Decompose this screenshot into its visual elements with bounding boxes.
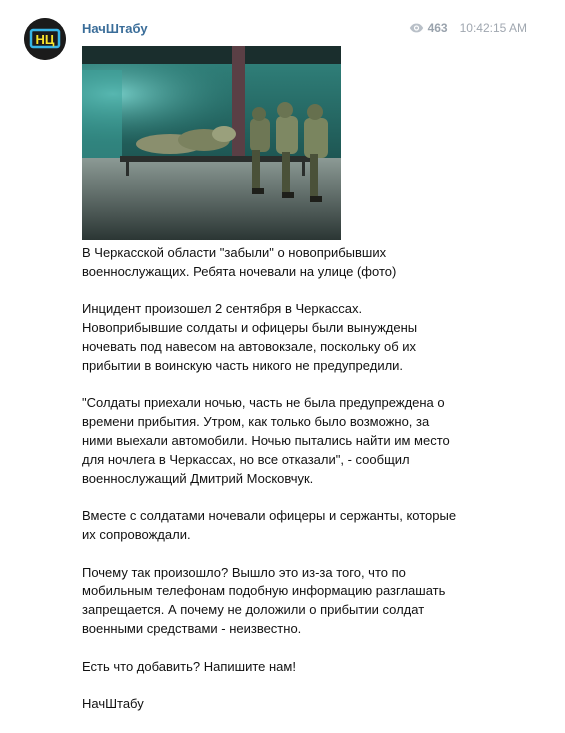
post-time[interactable]: 10:42:15 AM [459,21,527,35]
photo-soldiers-sleeping-on-bench [82,46,341,240]
post-text [82,244,462,733]
post-paragraph: В Черкасской области "забыли" о новоприбывших военнослужащих. Ребята ночевали на улице (фото) [82,245,397,279]
post-photo[interactable] [82,46,341,240]
channel-avatar[interactable] [24,18,66,60]
post-meta [409,21,527,35]
channel-logo-icon [24,18,66,60]
post-signature: НачШтабу [82,696,144,712]
avatar-text: НЦ [35,32,55,47]
channel-name[interactable]: НачШтабу [82,21,148,36]
post-paragraph: Инцидент произошел 2 сентября в Черкассах. Новоприбывшие солдаты и офицеры были вынуждены ночевать под навесом на автовокзале, поскольку об их прибытии в воинскую часть никого не предупредили. [82,301,418,373]
post-paragraph: Почему так произошло? Вышло это из-за того, что по мобильным телефонам подобную информацию разглашать запрещается. А почему не доложили о прибытии солдат военными средствами - неизвестно. [82,564,446,636]
post-paragraph: Есть что добавить? Напишите нам! [82,658,296,674]
post-paragraph: "Солдаты приехали ночью, часть не была предупреждена о времени прибытия. Утром, как только было возможно, за ними выехали автомобили. Ночью пытались найти им место для ночлега в Черкассах, но все отказали", - сообщил военнослужащий Дмитрий Московчук. [82,395,450,486]
post-paragraph: Вместе с солдатами ночевали офицеры и сержанты, которые их сопровождали. [82,508,457,542]
views-count: 463 [427,21,448,35]
eye-icon [409,23,424,33]
views-counter [409,21,448,35]
